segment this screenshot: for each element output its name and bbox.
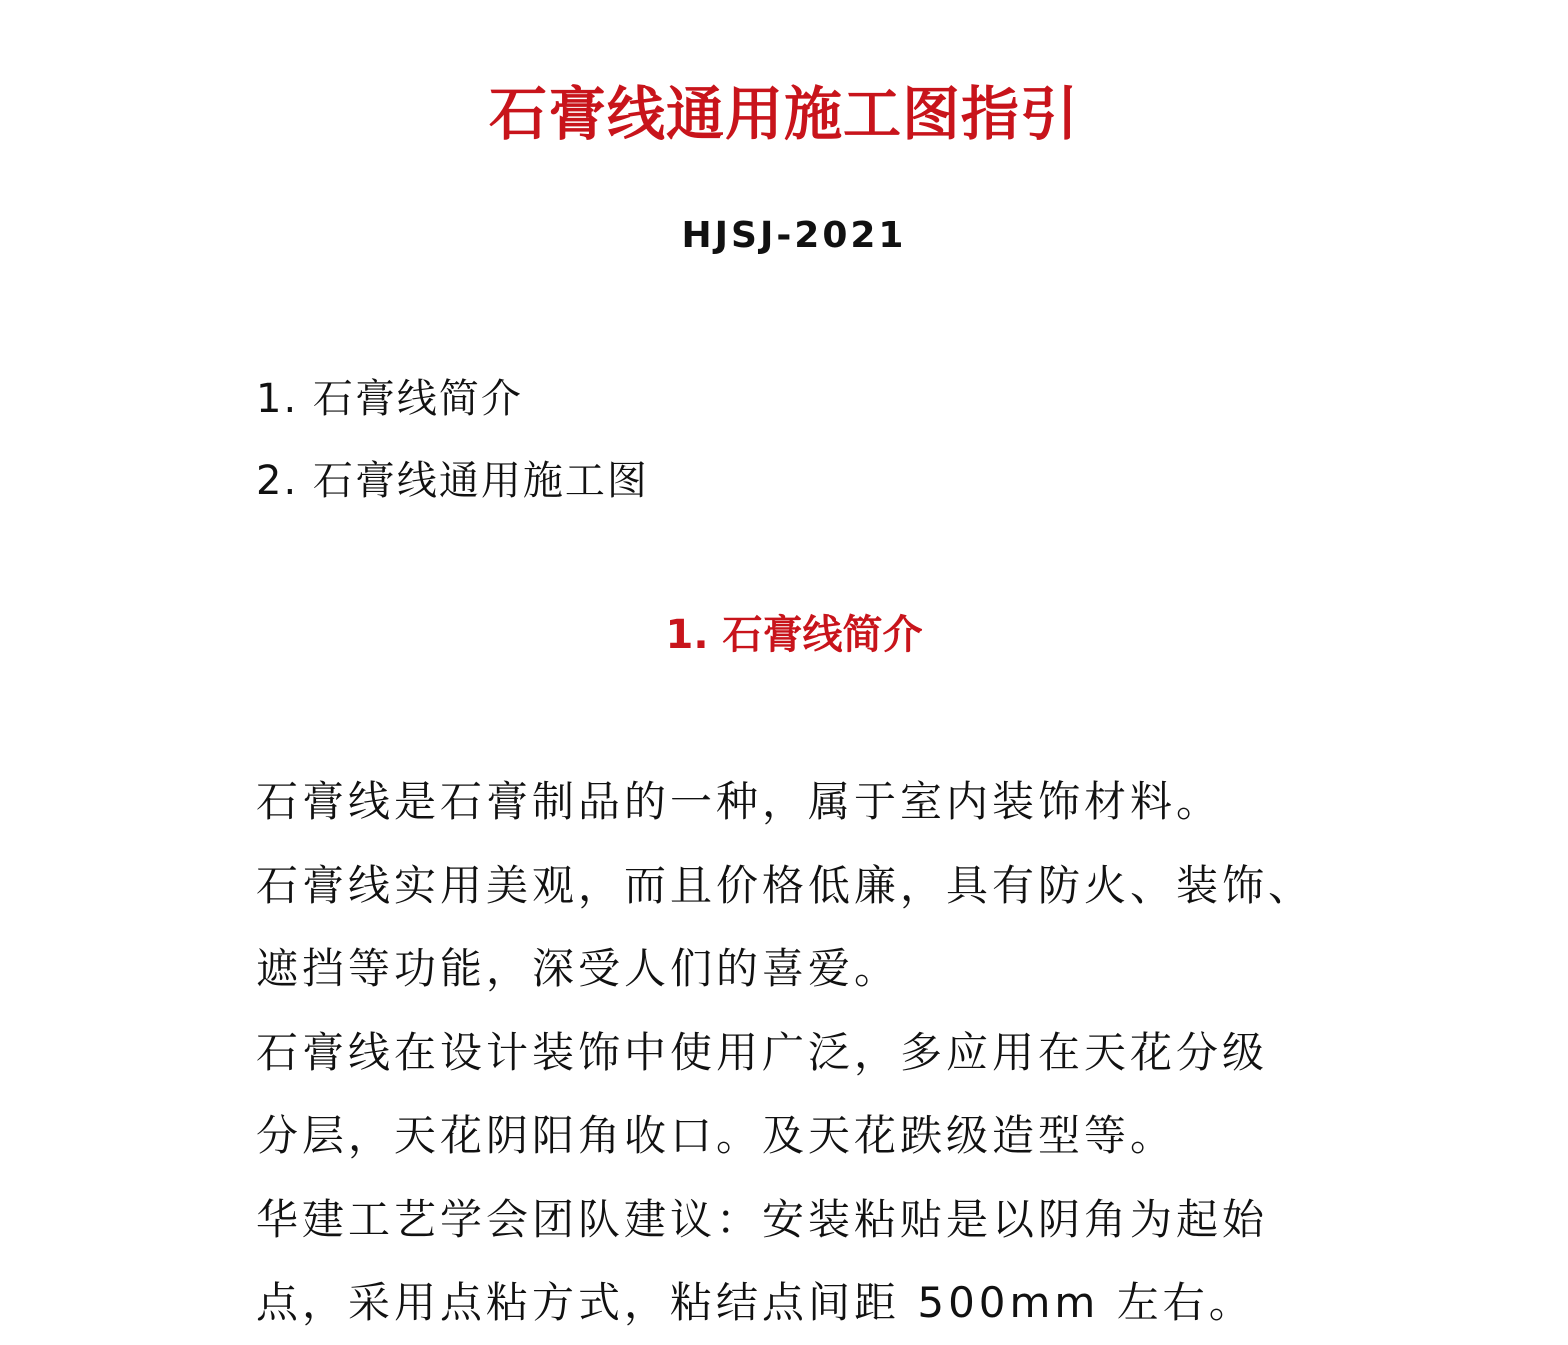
table-of-contents: [256, 358, 649, 522]
document-title: 石膏线通用施工图指引: [488, 80, 1079, 148]
text-line: 华建工艺学会团队建议：安装粘贴是以阴角为起始: [256, 1194, 1269, 1244]
text-line: 遮挡等功能，深受人们的喜爱。: [256, 944, 901, 993]
toc-item-drawings: 2. 石膏线通用施工图: [256, 458, 649, 504]
section-heading: 1. 石膏线简介: [665, 612, 923, 658]
body-paragraph: [256, 760, 1376, 1345]
document-code: HJSJ-2021: [681, 215, 907, 256]
text-line: 分层，天花阴阳角收口。及天花跌级造型等。: [256, 1111, 1177, 1160]
text-line: 点，采用点粘方式，粘结点间距 500mm 左右。: [256, 1278, 1255, 1327]
text-line: 石膏线实用美观，而且价格低廉，具有防火、装饰、: [256, 860, 1315, 910]
toc-item-intro: 1. 石膏线简介: [256, 376, 523, 422]
text-line: 石膏线是石膏制品的一种，属于室内装饰材料。: [256, 777, 1223, 826]
text-line: 石膏线在设计装饰中使用广泛，多应用在天花分级: [256, 1027, 1269, 1077]
